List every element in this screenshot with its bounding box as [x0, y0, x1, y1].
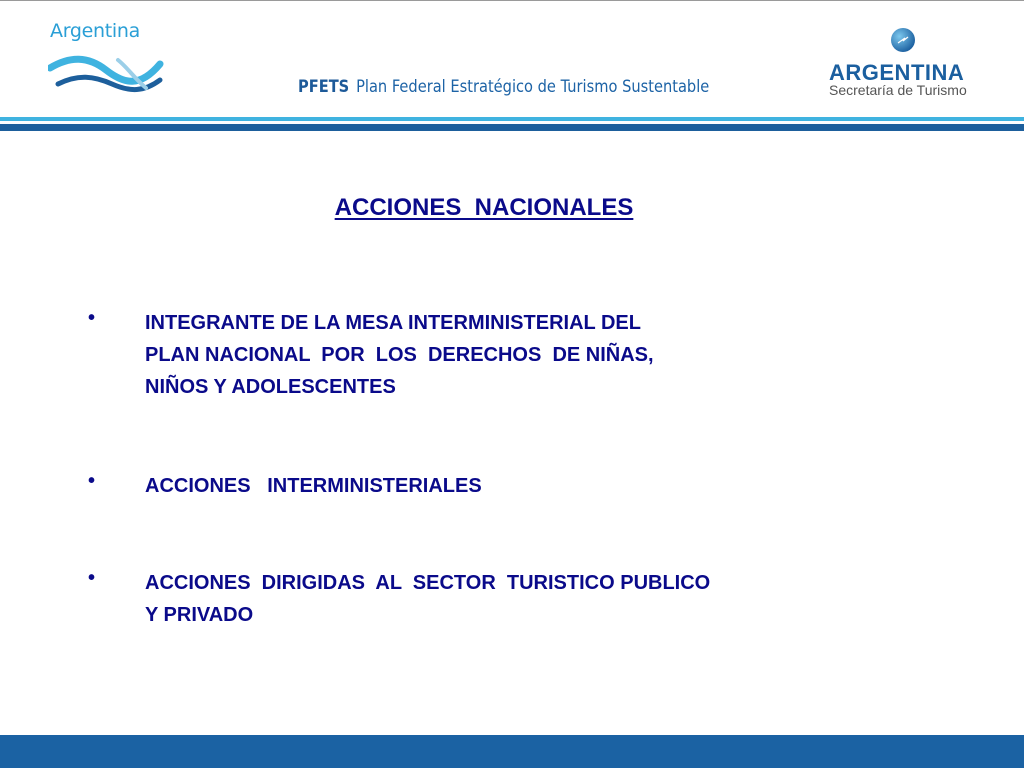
bullet-text: ACCIONES DIRIGIDAS AL SECTOR TURISTICO PUBLICO Y PRIVADO — [145, 572, 711, 626]
argentina-brand-logo — [48, 18, 168, 98]
bullet-text: ACCIONES INTERMINISTERIALES — [145, 475, 482, 497]
header-band-light — [0, 117, 1024, 121]
bullet-marker: • — [88, 470, 96, 492]
footer-band — [0, 735, 1024, 768]
slide-title: ACCIONES NACIONALES — [334, 194, 634, 221]
globe-icon — [889, 26, 917, 54]
right-brand-wordmark: ARGENTINA — [829, 60, 965, 85]
bullet-marker: • — [88, 567, 96, 589]
argentina-brand-wordmark: Argentina — [50, 20, 140, 42]
top-frame-line — [0, 0, 1024, 1]
plan-name: Plan Federal Estratégico de Turismo Sustentable — [356, 77, 710, 97]
header-band-dark — [0, 124, 1024, 131]
wave-logo-icon — [48, 52, 164, 96]
plan-title — [298, 77, 709, 97]
bullet-marker: • — [88, 307, 96, 329]
bullet-text: INTEGRANTE DE LA MESA INTERMINISTERIAL DEL PLAN NACIONAL POR LOS DERECHOS DE NIÑAS, NIÑOS Y ADOLESCENTES — [145, 312, 654, 398]
secretaria-turismo-logo — [826, 26, 986, 106]
right-brand-subtitle: Secretaría de Turismo — [829, 82, 967, 98]
plan-acronym: PFETS — [298, 77, 350, 97]
